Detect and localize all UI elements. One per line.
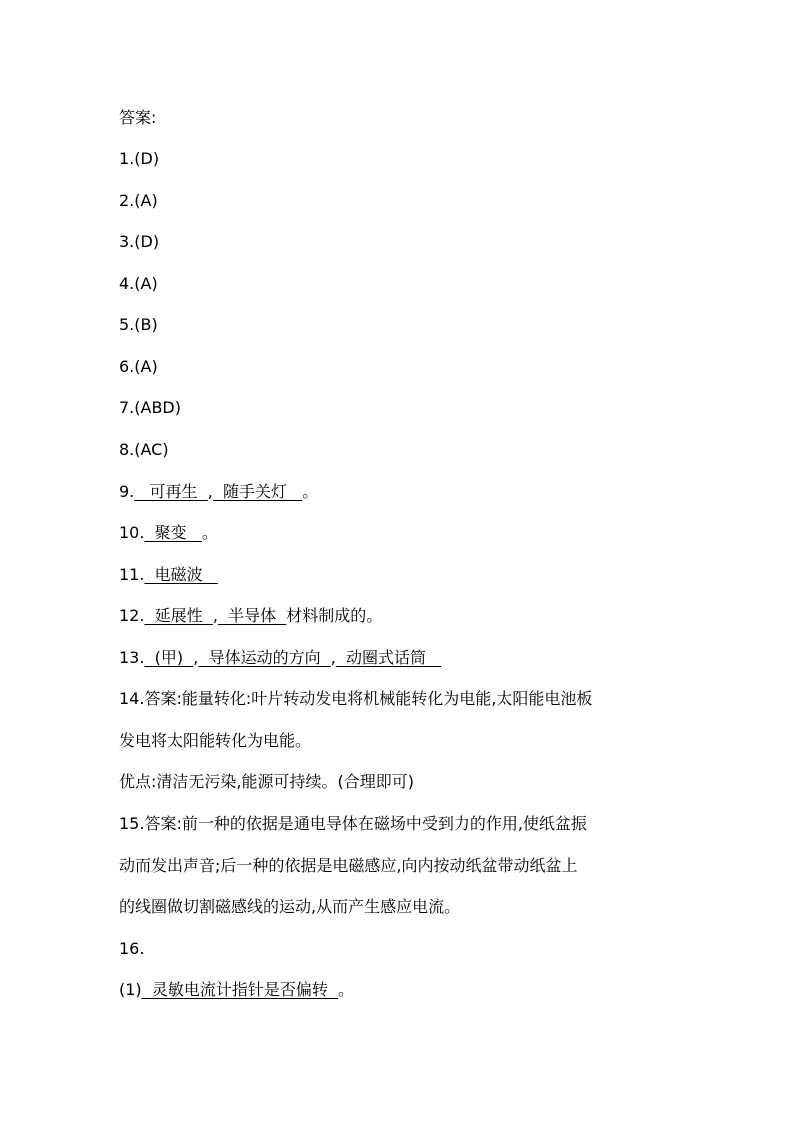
answer-14-line-2: 发电将太阳能转化为电能。 [119, 731, 312, 750]
fill-answer-16-1 [119, 980, 354, 1000]
answer-15-line-3: 的线圈做切割磁感线的运动,从而产生感应电流。 [119, 897, 461, 916]
choice-answer-6: 6.(A) [119, 357, 158, 376]
blank-answer: 电磁波 [144, 565, 218, 584]
blank-answer: (甲) [144, 648, 194, 667]
blank-answer: 动圈式话筒 [335, 648, 442, 667]
fill-answer-11 [119, 565, 218, 585]
blank-answer: 聚变 [144, 523, 202, 542]
choice-answer-4: 4.(A) [119, 274, 158, 293]
answer-15-line-2: 动而发出声音;后一种的依据是电磁感应,向内按动纸盆带动纸盆上 [119, 856, 578, 875]
end-text: 。 [338, 980, 355, 999]
question-number: 10. [119, 523, 145, 542]
fill-answer-12 [119, 606, 382, 626]
separator: , [207, 482, 213, 501]
choice-answer-7: 7.(ABD) [119, 398, 181, 417]
sub-question-number: (1) [119, 980, 142, 999]
question-number: 9. [119, 482, 135, 501]
fill-answer-10 [119, 523, 218, 543]
fill-answer-9 [119, 482, 318, 502]
answer-15-line-1: 15.答案:前一种的依据是通电导体在磁场中受到力的作用,使纸盆振 [119, 814, 587, 833]
choice-answer-3: 3.(D) [119, 232, 160, 251]
choice-answer-1: 1.(D) [119, 149, 160, 168]
choice-answer-8: 8.(AC) [119, 440, 169, 459]
blank-answer: 随手关灯 [212, 482, 303, 501]
separator: , [193, 648, 199, 667]
question-16-number: 16. [119, 939, 145, 958]
question-number: 12. [119, 606, 145, 625]
blank-answer: 延展性 [144, 606, 213, 625]
blank-answer: 导体运动的方向 [198, 648, 331, 667]
end-text: 。 [201, 523, 218, 542]
end-text: 材料制成的。 [286, 606, 383, 625]
choice-answer-2: 2.(A) [119, 191, 158, 210]
fill-answer-13 [119, 648, 441, 668]
separator: , [212, 606, 218, 625]
blank-answer: 灵敏电流计指针是否偏转 [141, 980, 339, 999]
question-number: 13. [119, 648, 145, 667]
question-number: 11. [119, 565, 145, 584]
blank-answer: 半导体 [217, 606, 287, 625]
blank-answer: 可再生 [134, 482, 208, 501]
separator: , [330, 648, 336, 667]
choice-answer-5: 5.(B) [119, 315, 158, 334]
answer-title: 答案: [119, 108, 157, 127]
end-text: 。 [302, 482, 319, 501]
answer-14-advantage: 优点:清洁无污染,能源可持续。(合理即可) [119, 772, 414, 791]
answer-14-line-1: 14.答案:能量转化:叶片转动发电将机械能转化为电能,太阳能电池板 [119, 689, 593, 708]
